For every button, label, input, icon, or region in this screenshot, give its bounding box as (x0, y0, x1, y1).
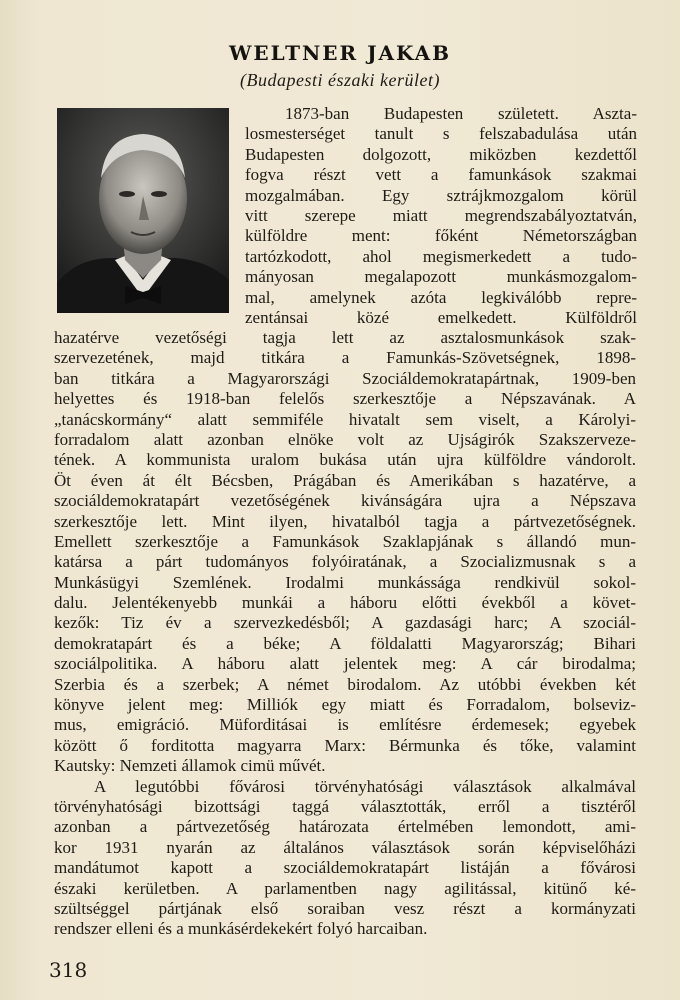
text-line: mányosan megalapozott munkásmozgalom- (245, 267, 637, 287)
text-line: forradalom alatt azonban elnöke volt az Ujságirók Szakszerveze- (54, 429, 636, 449)
biography-title: WELTNER JAKAB (228, 41, 452, 65)
text-line: kezők: Tiz év a szervezkedésből; A gazdasági harc; A szociál- (54, 613, 636, 633)
text-line: tartózkodott, ahol megismerkedett a tudo- (245, 246, 637, 266)
text-line: szerkesztője lett. Mint ilyen, hivatalból tagja a pártvezetőségnek. (54, 511, 636, 531)
text-line: hazatérve vezetőségi tagja lett az asztalosmunkások szak- (54, 328, 636, 347)
text-line: Budapesten dolgozott, miközben kezdettől (245, 144, 637, 164)
text-line: törvényhatósági bizottsági taggá választották, erről a tisztéről (54, 797, 636, 816)
text-line: könyve jelent meg: Milliók egy miatt és Forradalom, bolseviz- (54, 695, 636, 715)
text-line: demokratapárt és a béke; A földalatti Magyarország; Bihari (54, 633, 636, 653)
text-line: rendszer elleni és a munkásérdekekért folyó harcaiban. (54, 919, 428, 939)
text-line: A legutóbbi fővárosi törvényhatósági választások alkalmával (94, 776, 636, 796)
text-line: tének. A kommunista uralom bukása után ujra külföldre vándorolt. (54, 450, 636, 470)
text-line: ban titkára a Magyarországi Szociáldemokratapártnak, 1909-ben (54, 368, 636, 388)
text-line: fogva részt vett a famunkások szakmai (245, 165, 637, 185)
text-line: Öt éven át élt Bécsben, Prágában és Amerikában s hazatérve, a (54, 470, 636, 490)
text-line: helyettes és 1918-ban felelős szerkesztője a Népszavának. A (54, 389, 636, 409)
text-line: azonban a pártvezetőség határozata értelmében lemondott, ami- (54, 817, 636, 837)
text-line: Kautsky: Nemzeti államok cimü művét. (54, 756, 326, 776)
text-line: külföldre ment: főként Németországban (245, 226, 637, 246)
page-number: 318 (49, 958, 88, 982)
text-line: mal, amelynek azóta legkiválóbb repre- (245, 287, 637, 307)
biography-subtitle: (Budapesti északi kerület) (240, 70, 440, 90)
text-line: szervezetének, majd titkára a Famunkás-Szövetségnek, 1898- (54, 348, 636, 368)
text-line: mus, emigráció. Müforditásai is említésre érdemesek; egyebek (54, 715, 636, 735)
portrait-icon (57, 108, 229, 313)
text-line: zentánsai közé emelkedett. Külföldről (245, 307, 637, 327)
text-line: Szerbia és a szerbek; A német birodalom. Az utóbbi években két (54, 674, 636, 694)
text-line: északi kerületben. A parlamentben nagy agilitással, kitünő ké- (54, 878, 636, 898)
text-line: kor 1931 nyarán az általános választások során képviselőházi (54, 837, 636, 857)
text-line: mozgalmában. Egy sztrájkmozgalom körül (245, 185, 637, 205)
text-line: 1873-ban Budapesten született. Aszta- (285, 104, 637, 123)
text-line: között ő forditotta magyarra Marx: Bérmunka és tőke, valamint (54, 735, 636, 755)
intro-paragraph (245, 104, 637, 328)
text-line: dalu. Jelentékenyebb munkái a háboru előtti évekből a követ- (54, 593, 636, 613)
text-line: Emellett szerkesztője a Famunkások Szaklapjának s állandó mun- (54, 531, 636, 551)
text-line: losmesterséget tanult s felszabadulása után (245, 124, 637, 144)
text-line: szociálpolitika. A háboru alatt jelentek meg: A cár birodalma; (54, 654, 636, 674)
text-line: szültséggel pártjának első soraiban vesz részt a kormányzati (54, 898, 636, 918)
text-line: vitt szerepe miatt megrendszabályoztatván, (245, 205, 637, 225)
main-paragraph (54, 328, 636, 940)
text-line: „tanácskormány“ alatt semmiféle hivatalt sem viselt, a Károlyi- (54, 409, 636, 429)
text-line: katársa a párt tudományos folyóiratának, a Szocializmusnak s a (54, 552, 636, 572)
text-line: mandátumot kapott a szociáldemokratapárt listáján a fővárosi (54, 858, 636, 878)
text-line: szociáldemokratapárt vezetőségének kivánságára ujra a Népszava (54, 491, 636, 511)
portrait-photo (57, 108, 229, 313)
text-line: Munkásügyi Szemlének. Irodalmi munkássága rendkivül sokol- (54, 572, 636, 592)
